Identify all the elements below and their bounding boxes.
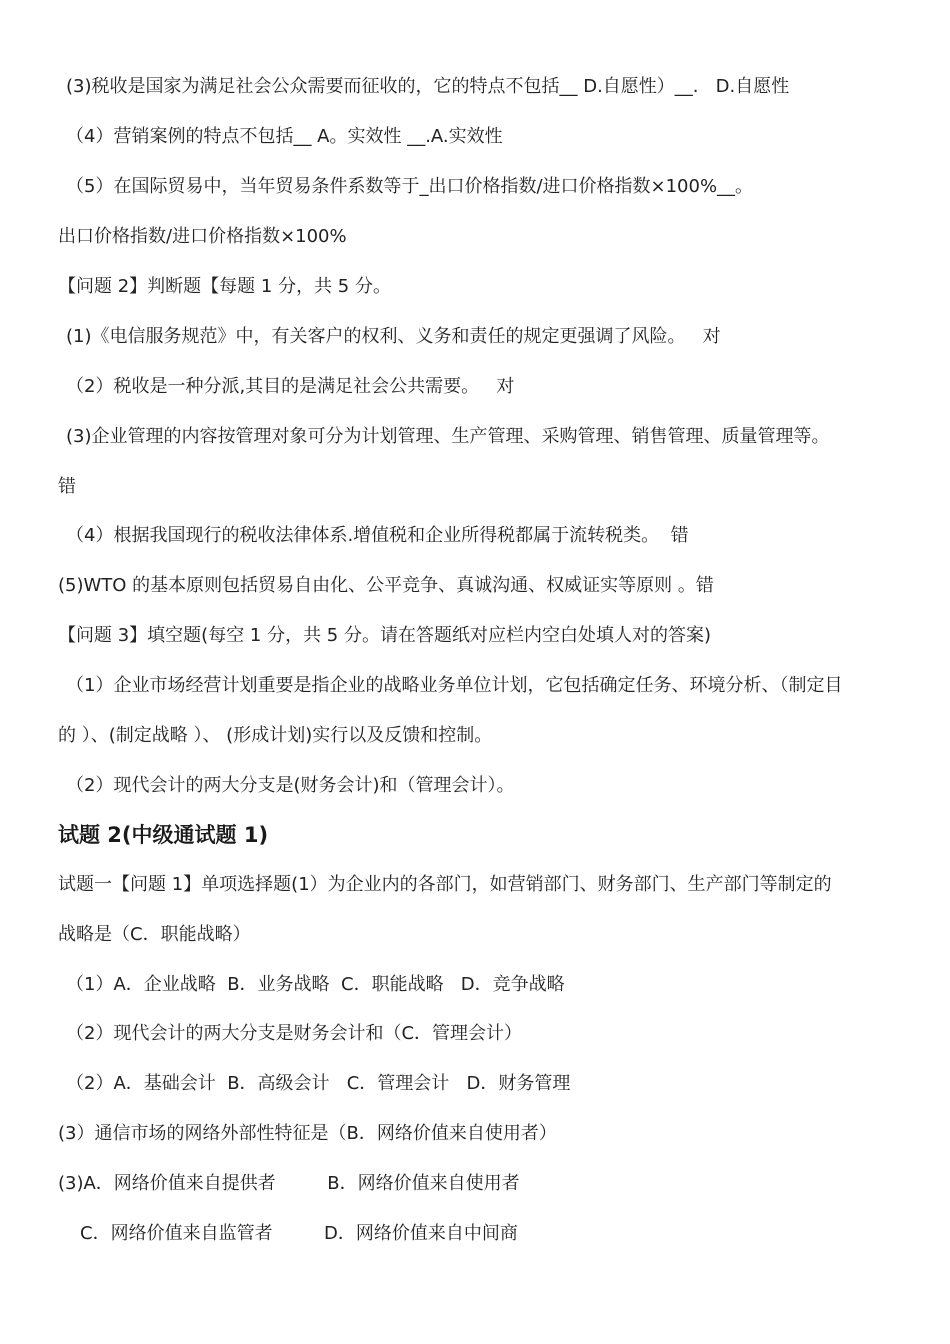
text-line-choice-3-options-cd: C．网络价值来自监管者 D．网络价值来自中间商 (80, 1223, 518, 1244)
text-line-choice-intro: 试题一【问题 1】单项选择题(1）为企业内的各部门，如营销部门、财务部门、生产部门等制定的 (58, 874, 832, 895)
text-line-fill-1-cont: 的 ）、(制定战略 ）、 (形成计划)实行以及反馈和控制。 (58, 725, 493, 746)
text-line-judge-3: (3)企业管理的内容按管理对象可分为计划管理、生产管理、采购管理、销售管理、质量管理等。 (66, 426, 830, 447)
text-line-judge-3-answer: 错 (58, 476, 76, 497)
text-line-q5-answer: 出口价格指数/进口价格指数×100% (58, 226, 347, 247)
text-line-judge-4: （4）根据我国现行的税收法律体系.增值税和企业所得税都属于流转税类。 错 (66, 525, 689, 546)
text-line-choice-1-options: （1）A．企业战略 B．业务战略 C．职能战略 D．竞争战略 (66, 974, 565, 995)
section-heading-question-3: 【问题 3】填空题(每空 1 分，共 5 分。请在答题纸对应栏内空白处填人对的答案) (58, 625, 712, 646)
text-line-choice-2-options: （2）A．基础会计 B．高级会计 C．管理会计 D．财务管理 (66, 1073, 571, 1094)
text-line-judge-1: (1)《电信服务规范》中，有关客户的权利、义务和责任的规定更强调了风险。 对 (66, 326, 721, 347)
text-line-judge-2: （2）税收是一种分派,其目的是满足社会公共需要。 对 (66, 376, 515, 397)
text-line-choice-intro-cont: 战略是（C．职能战略） (58, 924, 251, 945)
text-line-fill-2: （2）现代会计的两大分支是(财务会计)和（管理会计）。 (66, 775, 515, 796)
text-line-q3-tax: (3)税收是国家为满足社会公众需要而征收的，它的特点不包括__ D.自愿性）__. D.自愿性 (66, 76, 790, 97)
text-line-choice-3: (3）通信市场的网络外部性特征是（B．网络价值来自使用者） (58, 1123, 557, 1144)
text-line-q4-marketing: （4）营销案例的特点不包括__ A。实效性 __.A.实效性 (66, 126, 503, 147)
text-line-choice-3-options-ab: (3)A．网络价值来自提供者 B．网络价值来自使用者 (58, 1173, 520, 1194)
text-line-fill-1: （1）企业市场经营计划重要是指企业的战略业务单位计划，它包括确定任务、环境分析、（制定目 (66, 675, 843, 696)
text-line-choice-2: （2）现代会计的两大分支是财务会计和（C．管理会计） (66, 1023, 523, 1044)
section-heading-question-2: 【问题 2】判断题【每题 1 分，共 5 分。 (58, 276, 391, 297)
text-line-q5-trade: （5）在国际贸易中，当年贸易条件系数等于_出口价格指数/进口价格指数×100%__。 (66, 176, 754, 197)
text-line-judge-5: (5)WTO 的基本原则包括贸易自由化、公平竞争、真诚沟通、权威证实等原则 。错 (58, 575, 714, 596)
section-title-exam-2: 试题 2(中级通试题 1) (58, 823, 269, 847)
